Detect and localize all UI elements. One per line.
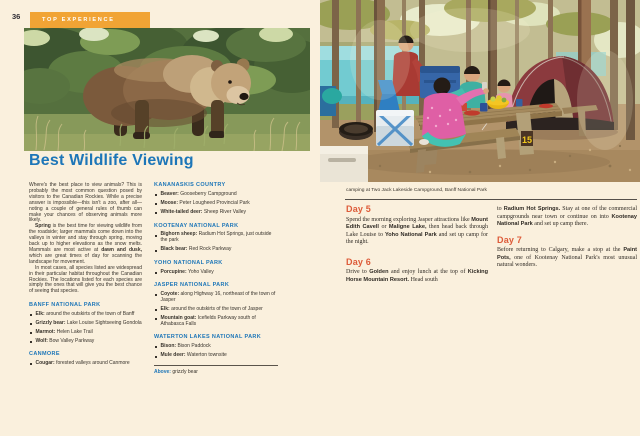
cooler-blue (376, 110, 414, 146)
wildlife-item: Mule deer: Waterton townsite (154, 353, 278, 359)
wildlife-item: Wolf: Bow Valley Parkway (29, 339, 142, 345)
middle-column (154, 183, 278, 376)
intro-paragraph-3: In most cases, all species listed are widespread in their particular habitat throughout the Canadian Rockies. The locations listed for each species are simply the ones that will give you the best chance of seeing that species. (29, 264, 142, 295)
day6-heading: Day 6 (346, 256, 372, 267)
itinerary-column-left (346, 206, 488, 284)
page-number: 36 (12, 12, 21, 21)
section-heading-waterton: WATERTON LAKES NATIONAL PARK (154, 334, 262, 341)
itinerary-column-right (497, 206, 637, 270)
section-heading-yoho: YOHO NATIONAL PARK (154, 259, 223, 266)
section-heading-banff: BANFF NATIONAL PARK (29, 301, 101, 308)
wildlife-item: Bighorn sheep: Radium Hot Springs, just outside the park (154, 232, 278, 244)
section-heading-kananaskis: KANANASKIS COUNTRY (154, 182, 226, 188)
wildlife-item: Bison: Bison Paddock (154, 344, 278, 350)
wildlife-item: Elk: around the outskirts of the town of Banff (29, 312, 142, 318)
section-heading-kootenay: KOOTENAY NATIONAL PARK (154, 222, 239, 229)
fire-pit (339, 122, 373, 140)
yoho-list (154, 270, 278, 276)
grizzly-bear-photo (24, 28, 310, 151)
day7-heading: Day 7 (497, 234, 523, 245)
kootenay-list (154, 232, 278, 253)
wildlife-item: Elk: around the outskirts of the town of Jasper (154, 307, 278, 313)
wildlife-item: Beaver: Gooseberry Campground (154, 192, 278, 198)
wildlife-item: Black bear: Red Rock Parkway (154, 247, 278, 253)
day5-heading: Day 5 (346, 204, 372, 214)
wildlife-item: Marmot: Helen Lake Trail (29, 330, 142, 336)
canmore-list (29, 361, 142, 367)
intro-paragraph-2: Spring is the best time for viewing wildlife from the roadside; larger mammals come down into the valleys in winter and stay through spring, moving back up to higher elevations as the snow melts. Mammals are most active at dawn and dusk, which are great times of day for scanning the landscape for movement. (29, 223, 143, 265)
day6-continued-text: to Radium Hot Springs. Stay at one of the commercial campgrounds near town or continue on into Kootenay National Park and set up camp there. (497, 206, 637, 227)
site-number: 15 (521, 135, 533, 145)
kananaskis-list (154, 192, 278, 216)
photo-credit: Above: grizzly bear (154, 368, 198, 375)
day7-text: Before returning to Calgary, make a stop at the Paint Pots, one of Kootenay National Park's most unusual natural wonders. (497, 247, 637, 268)
wildlife-item: Moose: Peter Lougheed Provincial Park (154, 201, 278, 207)
banff-list (29, 312, 142, 345)
wildlife-item: Mountain goat: Icefields Parkway south of Athabasca Falls (154, 316, 278, 328)
left-column (29, 183, 142, 370)
intro-paragraph-1: Where's the best place to view animals? This is probably the most common question posed by visitors to the Canadian Rockies. While a precise answer is impossible—this isn't a zoo, after all—noting a couple of general rules of thumb can make your chances of observing animals more likely. (29, 182, 142, 224)
photo-credit-rule (154, 365, 278, 366)
top-experience-banner (30, 12, 150, 28)
wildlife-item: Cougar: forested valleys around Canmore (29, 361, 142, 367)
day6-text: Drive to Golden and enjoy lunch at the top of Kicking Horse Mountain Resort. Head south (346, 269, 488, 283)
cooler-white (320, 146, 368, 182)
waterton-list (154, 344, 278, 359)
wildlife-item: White-tailed deer: Sheep River Valley (154, 210, 278, 216)
section-heading-jasper: JASPER NATIONAL PARK (154, 282, 230, 289)
wildlife-item: Grizzly bear: Lake Louise Sightseeing Gondola (29, 321, 142, 327)
camping-photo-caption: camping at Two Jack Lakeside Campground, Banff National Park (346, 188, 487, 193)
camping-photo (320, 0, 640, 182)
caption-rule (345, 199, 637, 200)
page-title: Best Wildlife Viewing (29, 152, 194, 169)
wildlife-item: Porcupine: Yoho Valley (154, 270, 278, 276)
wildlife-item: Coyote: along Highway 16, northeast of the town of Jasper (154, 292, 278, 304)
day5-text: Spend the morning exploring Jasper attractions like Mount Edith Cavell or Maligne Lake, then head back through Lake Louise to Yoho National Park and set up camp for the night. (346, 216, 488, 245)
banner-label: TOP EXPERIENCE (42, 17, 115, 23)
section-heading-canmore: CANMORE (29, 351, 60, 358)
jasper-list (154, 292, 278, 328)
